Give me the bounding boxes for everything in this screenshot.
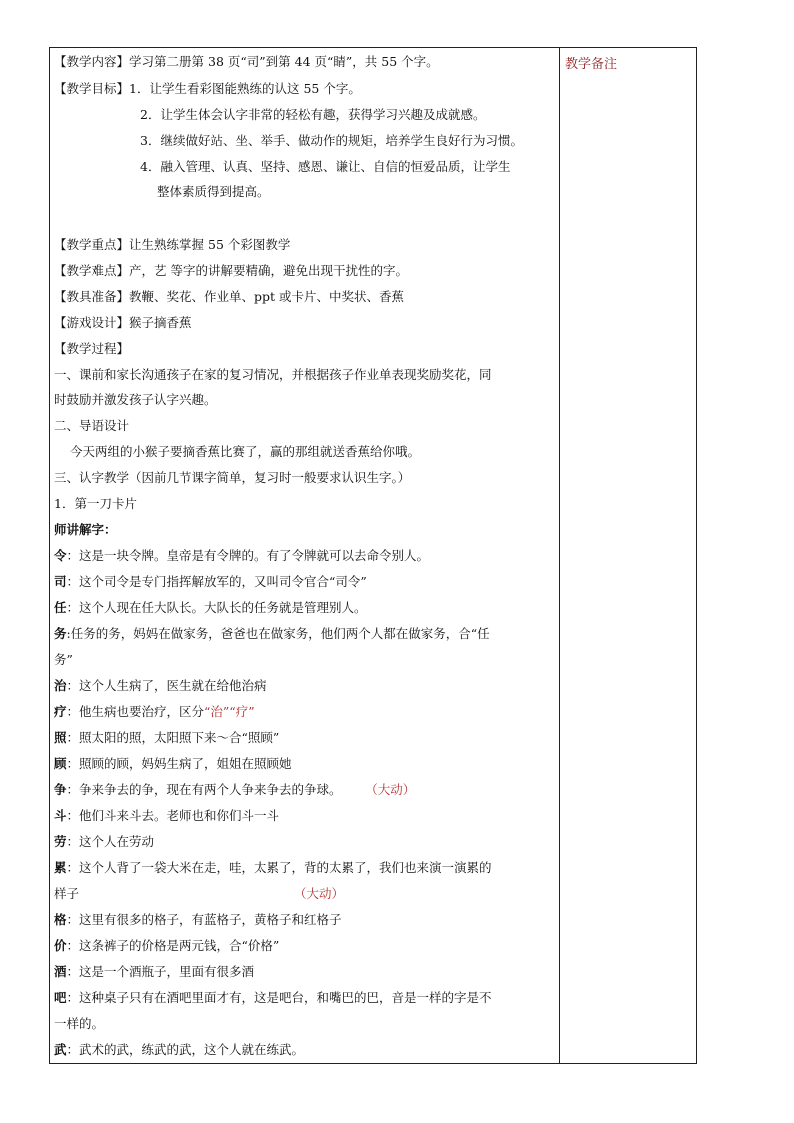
- process-step1-continued: 时鼓励并激发孩子认字兴趣。: [54, 392, 217, 407]
- character-explanation: ：这个人现在任大队长。大队长的任务就是管理别人。: [66, 600, 367, 615]
- process-step2-text: 今天两组的小猴子要摘香蕉比赛了，赢的那组就送香蕉给你哦。: [70, 444, 421, 459]
- character-entry: [54, 781, 415, 799]
- character: 令: [54, 548, 67, 563]
- character-explanation-continued: 一样的。: [54, 1016, 105, 1031]
- info-text: 猴子摘香蕉: [129, 315, 192, 330]
- character-entry: [54, 625, 490, 643]
- info-label: 【教学难点】: [54, 263, 130, 278]
- character-entry: [54, 963, 254, 981]
- character-entry: [54, 833, 154, 851]
- character-entry: [54, 1041, 304, 1059]
- content-row: [54, 53, 439, 71]
- character: 疗: [54, 704, 67, 719]
- character-explanation: :任务的务，妈妈在做家务，爸爸也在做家务，他们两个人都在做家务，合“任: [66, 626, 490, 641]
- goal-item-continued: 整体素质得到提高。: [157, 184, 270, 199]
- character-explanation: ：这是一块令牌。皇帝是有令牌的。有了令牌就可以去命令别人。: [66, 548, 430, 563]
- goal-item: 4．融入管理、认真、坚持、感恩、谦让、自信的恒爱品质，让学生: [140, 159, 511, 174]
- character: 治: [54, 678, 67, 693]
- column-divider: [559, 47, 560, 1064]
- goals-row: [54, 80, 361, 98]
- character-entry: [54, 547, 429, 565]
- highlight-note: “治”“疗”: [204, 704, 255, 719]
- process-step2-title: 二、导语设计: [54, 418, 130, 433]
- card-title: 1．第一刀卡片: [54, 496, 137, 511]
- character: 吧: [54, 990, 67, 1005]
- character: 务: [54, 626, 67, 641]
- character-entry: [54, 755, 292, 773]
- character-entry: [54, 807, 279, 825]
- info-text: 产，艺 等字的讲解要精确，避免出现干扰性的字。: [129, 263, 408, 278]
- character-entry: [54, 599, 367, 617]
- character-explanation: ：这里有很多的格子，有蓝格子，黄格子和红格子: [66, 912, 342, 927]
- character-entry: [54, 729, 279, 747]
- info-label: 【教学过程】: [54, 341, 130, 356]
- goal-item: 3．继续做好站、坐、举手、做动作的规矩，培养学生良好行为习惯。: [140, 133, 523, 148]
- goal-item: 1．让学生看彩图能熟练的认这 55 个字。: [129, 81, 361, 96]
- character-explanation: ：武术的武，练武的武，这个人就在练武。: [66, 1042, 305, 1057]
- info-label: 【教具准备】: [54, 289, 130, 304]
- process-step1: 一、课前和家长沟通孩子在家的复习情况，并根据孩子作业单表现奖励奖花，同: [54, 367, 492, 382]
- teacher-explain-title: 师讲解字：: [54, 522, 117, 537]
- character: 累: [54, 860, 67, 875]
- character-explanation: ：这种桌子只有在酒吧里面才有，这是吧台，和嘴巴的巴，音是一样的字是不: [66, 990, 492, 1005]
- goal-item: 2．让学生体会认字非常的轻松有趣，获得学习兴趣及成就感。: [140, 107, 486, 122]
- character-explanation: ：这条裤子的价格是两元钱，合“价格”: [66, 938, 280, 953]
- character-explanation: ：这个人背了一袋大米在走，哇，太累了，背的太累了，我们也来演一演累的: [66, 860, 492, 875]
- character: 照: [54, 730, 67, 745]
- info-row-process: [54, 340, 129, 358]
- info-row-difficulty: [54, 262, 408, 280]
- goals-label: 【教学目标】: [54, 81, 130, 96]
- info-row-game: [54, 314, 192, 332]
- continued-text: 样子: [54, 886, 80, 901]
- character-explanation: ：这是一个酒瓶子，里面有很多酒: [66, 964, 255, 979]
- character: 格: [54, 912, 67, 927]
- character-entry: [54, 859, 492, 877]
- character-explanation: ：照太阳的照，太阳照下来～合“照顾”: [66, 730, 280, 745]
- character-explanation: ：这个人生病了，医生就在给他治病: [66, 678, 267, 693]
- character: 酒: [54, 964, 67, 979]
- character: 斗: [54, 808, 67, 823]
- character: 顾: [54, 756, 67, 771]
- info-label: 【教学重点】: [54, 237, 130, 252]
- character-explanation: ：他们斗来斗去。老师也和你们斗一斗: [66, 808, 280, 823]
- character: 任: [54, 600, 67, 615]
- character-explanation: ：他生病也要治疗，区分: [66, 704, 205, 719]
- character: 争: [54, 782, 67, 797]
- teaching-notes-header: 教学备注: [565, 57, 618, 72]
- info-row-materials: [54, 288, 404, 306]
- character: 价: [54, 938, 67, 953]
- character-explanation: ：争来争去的争，现在有两个人争来争去的争球。: [66, 782, 342, 797]
- character: 武: [54, 1042, 67, 1057]
- process-step3-title: 三、认字教学（因前几节课字简单，复习时一般要求认识生字。）: [54, 470, 411, 485]
- action-note: （大动）: [294, 886, 345, 901]
- info-label: 【游戏设计】: [54, 315, 130, 330]
- character-entry: [54, 937, 279, 955]
- character-explanation-continued: [54, 885, 344, 903]
- character-entry: [54, 911, 342, 929]
- content-label: 【教学内容】: [54, 54, 130, 69]
- character: 劳: [54, 834, 67, 849]
- character-explanation: ：照顾的顾，妈妈生病了，姐姐在照顾她: [66, 756, 292, 771]
- info-text: 教鞭、奖花、作业单、ppt 或卡片、中奖状、香蕉: [129, 289, 405, 304]
- character-explanation-continued: 务”: [54, 652, 73, 667]
- character: 司: [54, 574, 67, 589]
- action-note: （大动）: [371, 782, 416, 797]
- character-explanation: ：这个人在劳动: [66, 834, 155, 849]
- character-entry: [54, 989, 492, 1007]
- content-text: 学习第二册第 38 页“司”到第 44 页“睛”，共 55 个字。: [129, 54, 439, 69]
- info-row-key-point: [54, 236, 290, 254]
- info-text: 让生熟练掌握 55 个彩图教学: [129, 237, 291, 252]
- character-explanation: ：这个司令是专门指挥解放军的，又叫司令官合“司令”: [66, 574, 367, 589]
- character-entry: [54, 677, 267, 695]
- character-entry: [54, 703, 255, 721]
- character-entry: [54, 573, 367, 591]
